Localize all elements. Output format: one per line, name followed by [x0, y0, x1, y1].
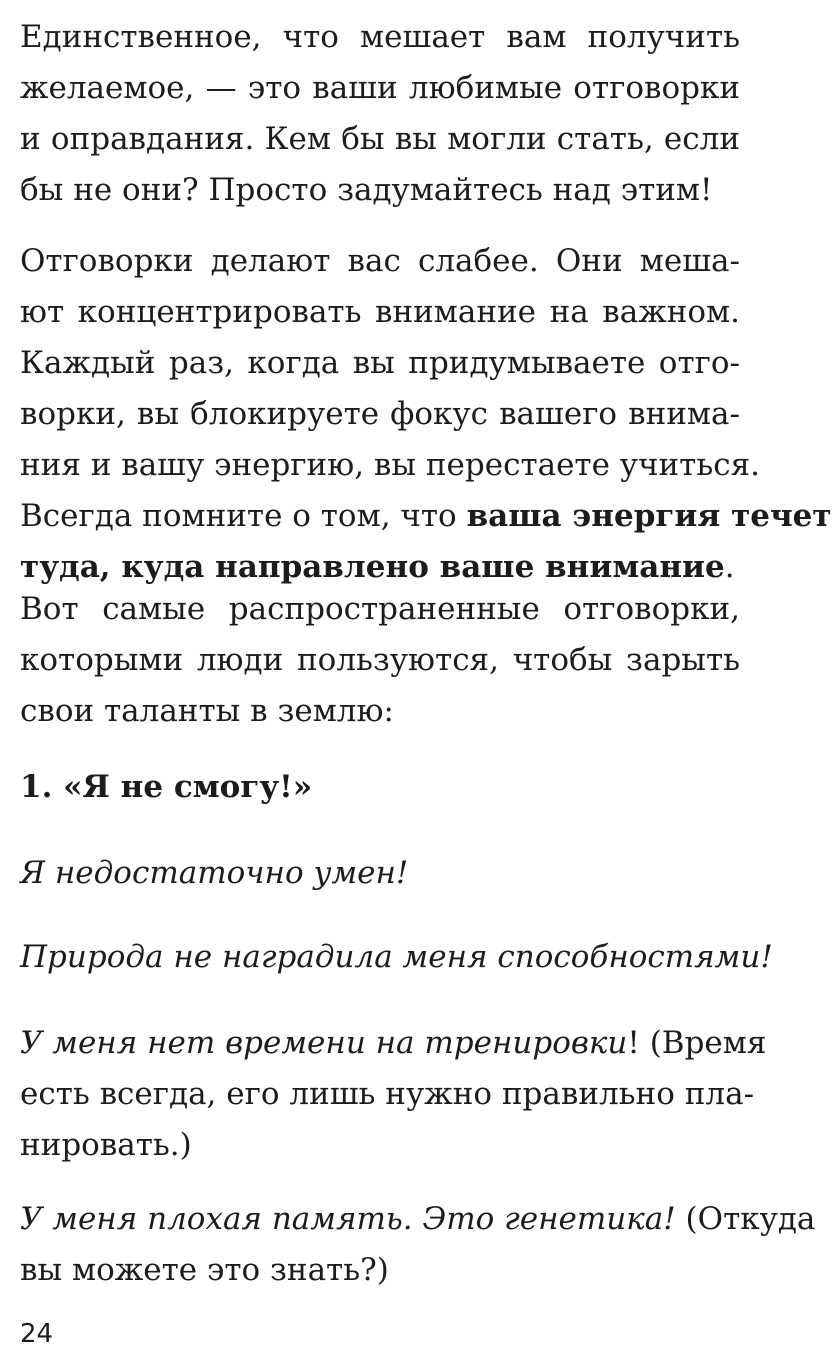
text-line: ворки, вы блокируете фокус вашего внима- [20, 396, 740, 432]
excuse-item [20, 932, 773, 983]
section-heading [20, 762, 740, 813]
excuse-item [20, 1194, 816, 1296]
bold-emphasis: ваша энергия течет [466, 498, 832, 534]
text-line: Каждый раз, когда вы придумываете отго- [20, 345, 740, 381]
bold-emphasis: туда, куда направлено ваше внимание [20, 549, 725, 585]
excuse-text: Я недостаточно умен! [20, 855, 409, 891]
text-line-mixed [20, 1018, 767, 1069]
text-line: свои таланты в землю: [20, 693, 394, 729]
text-line: Единственное, что мешает вам получить [20, 19, 740, 55]
page-number: 24 [20, 1319, 54, 1349]
text-segment: ! (Время [627, 1025, 767, 1061]
text-segment: (Откуда [675, 1201, 816, 1237]
paragraph-excuses-weaken [20, 236, 832, 593]
excuse-text: У меня нет времени на тренировки [20, 1025, 628, 1061]
excuse-text: У меня плохая память. Это генетика! [20, 1201, 676, 1237]
excuse-item [20, 1018, 767, 1171]
text-segment: Всегда помните о том, что [20, 498, 467, 534]
text-line: вы можете это знать?) [20, 1252, 389, 1288]
heading-text: 1. «Я не смогу!» [20, 769, 313, 805]
text-segment: . [724, 549, 735, 585]
text-line: которыми люди пользуются, чтобы зарыть [20, 642, 740, 678]
text-line: ют концентрировать внимание на важном. [20, 294, 740, 330]
paragraph-common-excuses [20, 584, 740, 737]
text-line: желаемое, — это ваши любимые отговорки [20, 70, 740, 106]
text-line-mixed [20, 1194, 816, 1245]
text-line: бы не они? Просто задумайтесь над этим! [20, 172, 713, 208]
text-line: нировать.) [20, 1127, 192, 1163]
text-line: Вот самые распространенные отговорки, [20, 591, 740, 627]
text-line: ния и вашу энергию, вы перестаете учиться. [20, 447, 760, 483]
excuse-text: Природа не наградила меня способностями! [20, 939, 773, 975]
excuse-item [20, 848, 740, 899]
text-line: и оправдания. Кем бы вы могли стать, если [20, 121, 740, 157]
text-line-mixed [20, 491, 832, 542]
text-line: есть всегда, его лишь нужно правильно пла- [20, 1076, 755, 1112]
text-line: Отговорки делают вас слабее. Они меша- [20, 243, 740, 279]
paragraph-intro [20, 12, 740, 216]
